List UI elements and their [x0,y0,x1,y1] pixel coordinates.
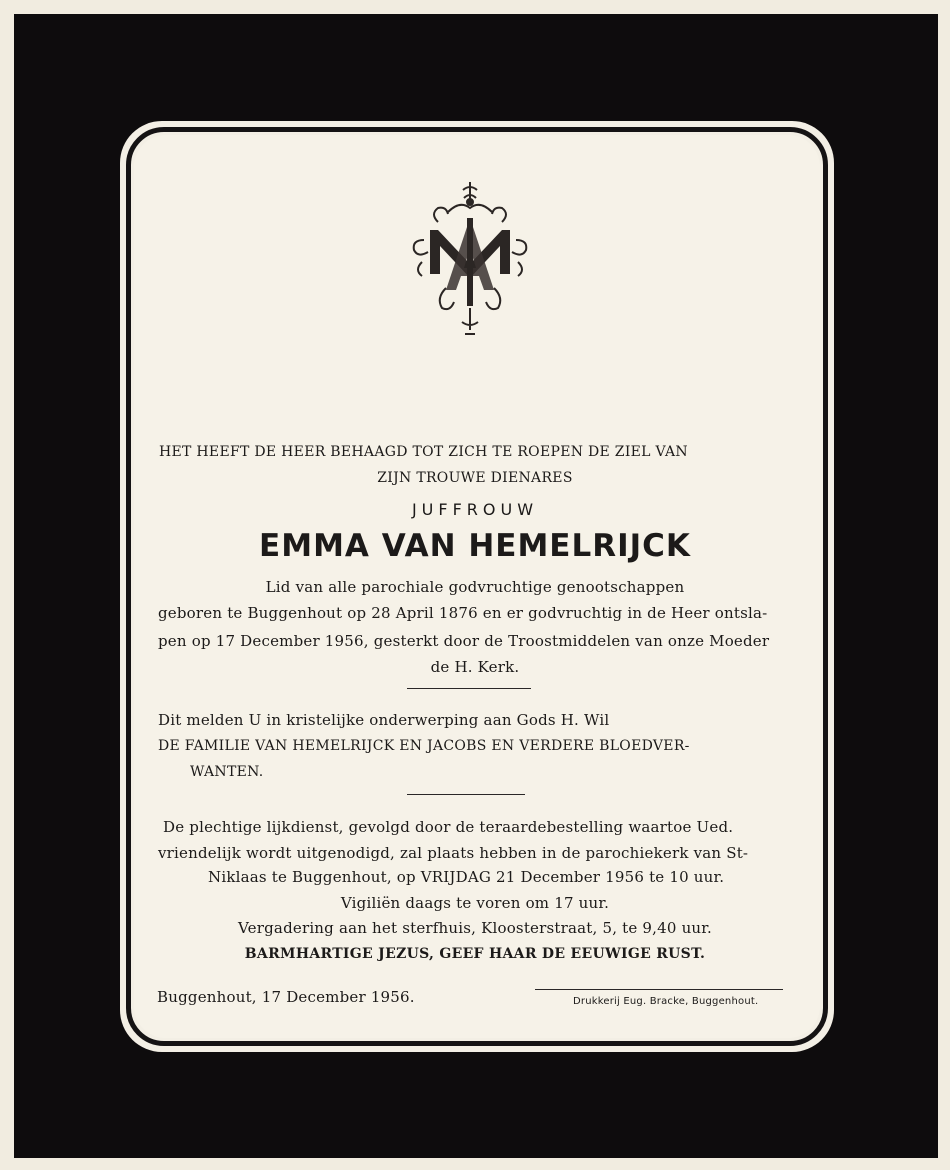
marian-monogram-icon [408,178,532,338]
bio-line-1: Lid van alle parochiale godvruchtige genootschappen [265,578,685,596]
service-line-4: Vigiliën daags te voren om 17 uur. [340,894,610,912]
bio-line-3: pen op 17 December 1956, gesterkt door de Troostmiddelen van onze Moeder [158,632,770,650]
announcement-intro-line-2: ZIJN TROUWE DIENARES [377,470,573,486]
family-line-2: DE FAMILIE VAN HEMELRIJCK EN JACOBS EN VERDERE BLOEDVER- [158,738,690,754]
deceased-name: EMMA VAN HEMELRIJCK [259,528,691,564]
deceased-title: JUFFROUW [411,500,539,519]
bio-line-4: de H. Kerk. [430,658,520,676]
family-line-1: Dit melden U in kristelijke onderwerping aan Gods H. Wil [158,711,610,729]
printer-credit: Drukkerij Eug. Bracke, Buggenhout. [573,996,759,1007]
bio-line-2: geboren te Buggenhout op 28 April 1876 en er godvruchtig in de Heer ontsla- [158,604,768,622]
service-line-1: De plechtige lijkdienst, gevolgd door de teraardebestelling waartoe Ued. [163,818,734,836]
service-line-3: Niklaas te Buggenhout, op VRIJDAG 21 December 1956 te 10 uur. [208,868,725,886]
service-line-5: Vergadering aan het sterfhuis, Kloosterstraat, 5, te 9,40 uur. [238,919,712,937]
place-and-date: Buggenhout, 17 December 1956. [157,988,415,1006]
printer-rule [535,989,783,990]
family-line-3: WANTEN. [190,764,264,780]
closing-prayer: BARMHARTIGE JEZUS, GEEF HAAR DE EEUWIGE RUST. [244,946,706,962]
service-line-2: vriendelijk wordt uitgenodigd, zal plaats hebben in de parochiekerk van St- [158,844,749,862]
divider-rule-1 [407,688,531,689]
divider-rule-2 [407,794,525,795]
announcement-intro-line-1: HET HEEFT DE HEER BEHAAGD TOT ZICH TE ROEPEN DE ZIEL VAN [159,444,688,460]
